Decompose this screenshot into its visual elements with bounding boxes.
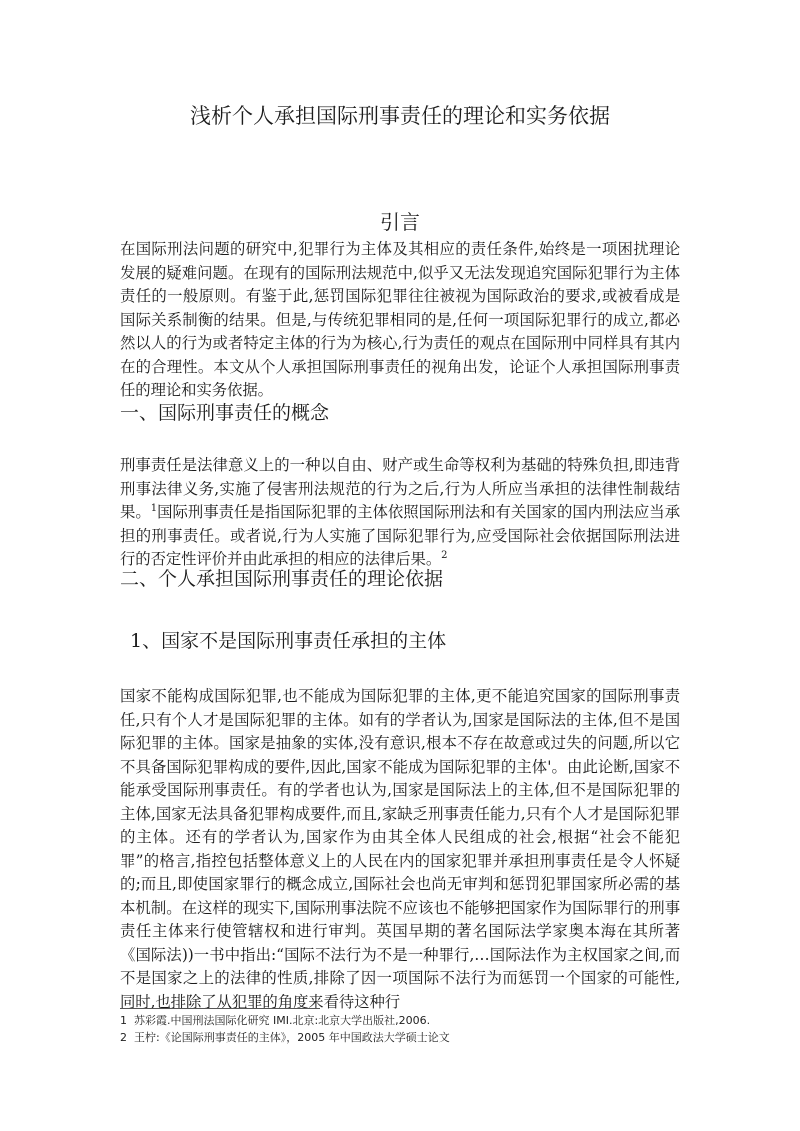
footnote-divider	[120, 1008, 320, 1009]
section-1-heading: 一、国际刑事责任的概念	[120, 402, 330, 424]
document-title: 浅析个人承担国际刑事责任的理论和实务依据	[190, 104, 610, 128]
footnote-ref-1: 1	[150, 502, 158, 514]
section-2-heading: 二、个人承担国际刑事责任的理论依据	[120, 568, 444, 590]
subsection-1-heading: 1、国家不是国际刑事责任承担的主体	[130, 630, 447, 652]
footnote-1-number: 1	[120, 1014, 127, 1027]
section-1-paragraph	[120, 454, 680, 572]
footnote-2	[120, 1031, 450, 1045]
footnote-2-text: 王柠:《论国际刑事责任的主体》，2005 年中国政法大学硕士论文	[134, 1031, 450, 1044]
section-1-text-part1: 刑事责任是法律意义上的一种以自由、财产或生命等权利为基础的特殊负担,即违背刑事法律义务,实施了侵害刑法规范的行为之后,行为人所应当承担的法律性制裁结果。	[120, 456, 680, 521]
footnote-ref-2: 2	[441, 549, 448, 561]
footnote-2-number: 2	[120, 1031, 127, 1044]
subsection-1-paragraph: 国家不能构成国际犯罪,也不能成为国际犯罪的主体,更不能追究国家的国际刑事责任,只有个人才是国际犯罪的主体。如有的学者认为,国家是国际法的主体,但不是国际犯罪的主体。国家是抽象的实体,没有意识,根本不存在故意或过失的问题,所以它不具备国际犯罪构成的要件,因此,国家不能成为国际犯罪的主体'。由此论断,国家不能承受国际刑事责任。有的学者也认为,国家是国际法上的主体,但不是国际犯罪的主体,国家无法具备犯罪构成要件,而且,家缺乏刑事责任能力,只有个人才是国际犯罪的主体。还有的学者认为,国家作为由其全体人民组成的社会,根据“社会不能犯罪”的格言,指控包括整体意义上的人民在内的国家犯罪并承担刑事责任是令人怀疑的;而且,即使国家罪行的概念成立,国际社会也尚无审判和惩罚犯罪国家所必需的基本机制。在这样的现实下,国际刑事法院不应该也不能够把国家作为国际罪行的刑事责任主体来行使管辖权和进行审判。英国早期的著名国际法学家奥本海在其所著《国际法))一书中指出:“国际不法行为不是一种罪行,…国际法作为主权国家之间,而不是国家之上的法律的性质,排除了因一项国际不法行为而惩罚一个国家的可能性,同时,也排除了从犯罪的角度来看待这种行	[120, 687, 680, 1011]
section-1-text-part2: 国际刑事责任是指国际犯罪的主体依照国际刑法和有关国家的国内刑法应当承担的刑事责任。或者说,行为人实施了国际犯罪行为,应受国际社会依据国际刑法进行的否定性评价并由此承担的相应的法律后果。	[120, 503, 680, 568]
footnote-1	[120, 1014, 430, 1028]
footnote-1-text: 苏彩霞.中国刑法国际化研究 IMI.北京:北京大学出版社,2006.	[134, 1014, 431, 1027]
intro-heading: 引言	[380, 210, 420, 234]
intro-paragraph: 在国际刑法问题的研究中,犯罪行为主体及其相应的责任条件,始终是一项困扰理论发展的疑难问题。在现有的国际刑法规范中,似乎又无法发现追究国际犯罪行为主体责任的一般原则。有鉴于此,惩罚国际犯罪往往被视为国际政治的要求,或被看成是国际关系制衡的结果。但是,与传统犯罪相同的是,任何一项国际犯罪行的成立,都必然以人的行为或者特定主体的行为为核心,行为责任的观点在国际刑中同样具有其内在的合理性。本文从个人承担国际刑事责任的视角出发，论证个人承担国际刑事责任的理论和实务依据。	[120, 240, 680, 399]
